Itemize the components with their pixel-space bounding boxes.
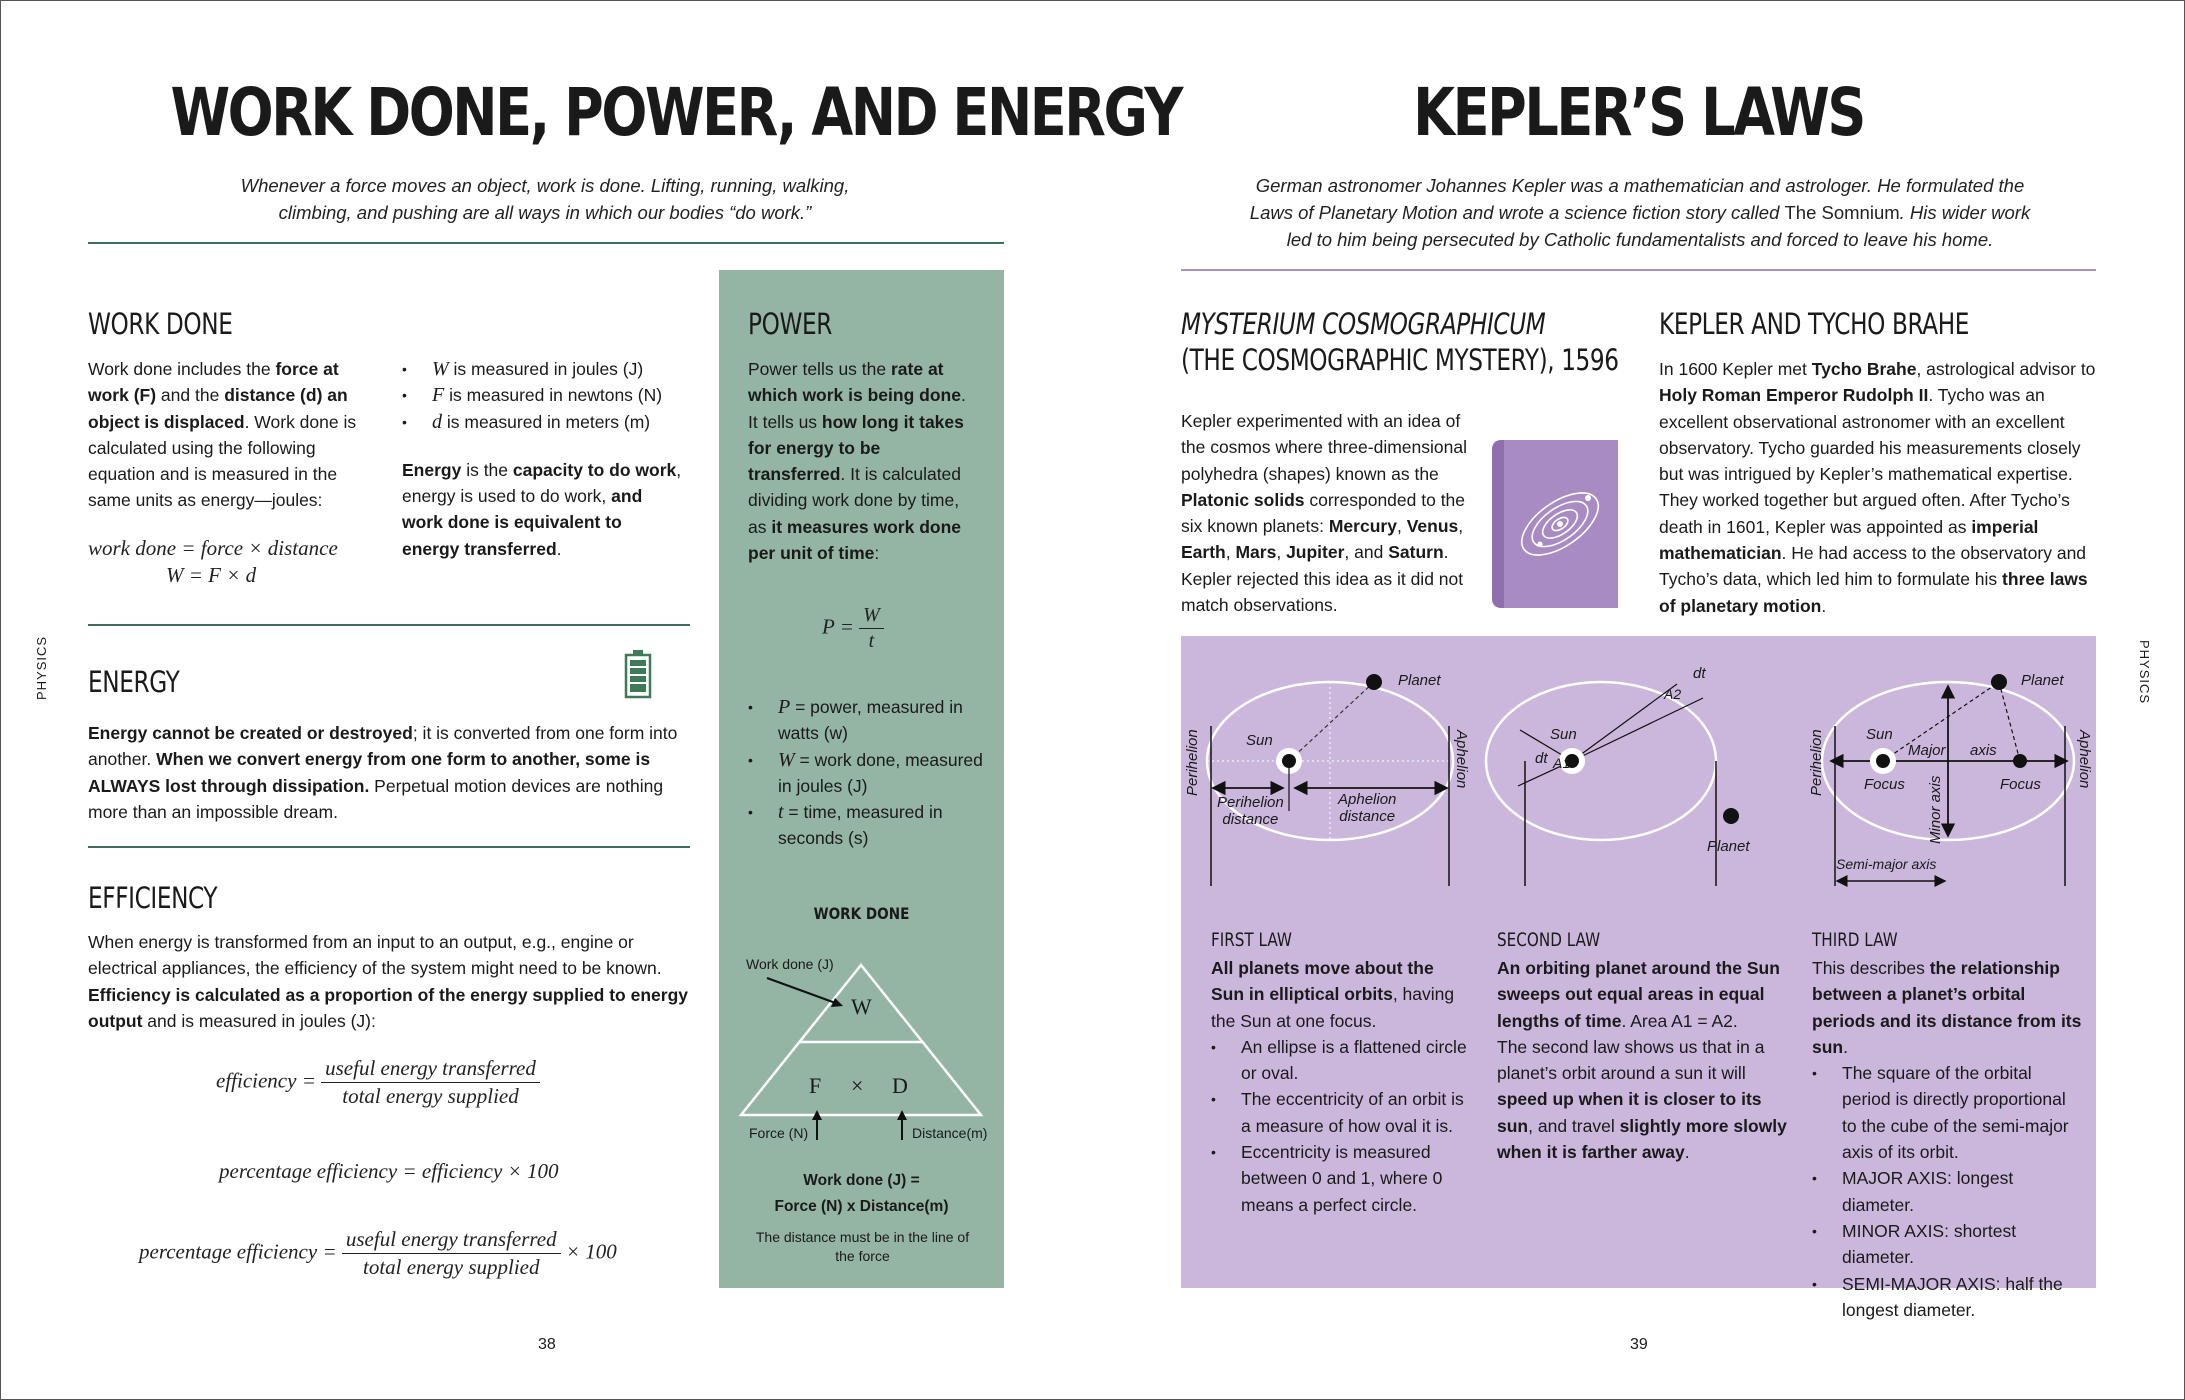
right-intro: German astronomer Johannes Kepler was a mathematician and astrologer. He formulated the Laws of Planetary Motion and wrote a science fiction story called The Somnium. His wider work led to him being persecuted by Catholic fundamentalists and forced to leave his home. xyxy=(1249,175,2031,250)
work-done-triangle-title: WORK DONE xyxy=(813,904,910,923)
power-text: Power tells us the rate at which work is being done. It tells us how long it takes for energy to be transferred. It is calculated dividing work done by time, as it measures work done per unit of time: xyxy=(748,359,966,564)
d3-perihelion-label: Perihelion xyxy=(1808,729,1825,796)
mysterium-heading: MYSTERIUM COSMOGRAPHICUM xyxy=(1181,307,1546,341)
energy-text: Energy cannot be created or destroyed; it is converted from one form into another. When we convert energy from one form to another, some is ALWAYS lost through dissipation. Perpetual motion devices are nothing more than an impossible dream. xyxy=(88,723,678,822)
triangle-f: F xyxy=(809,1073,822,1098)
book-icon xyxy=(1490,436,1625,611)
d2-a2-label: A2 xyxy=(1664,686,1682,702)
left-intro-line-1: Whenever a force moves an object, work is done. Lifting, running, walking, xyxy=(240,175,850,196)
d2-dt-left-label: dt xyxy=(1535,750,1548,767)
third-law-item: • SEMI-MAJOR AXIS: half the longest diameter. xyxy=(1812,1271,2082,1324)
unit-item: • d is measured in meters (m) xyxy=(402,409,682,435)
tycho-text: In 1600 Kepler met Tycho Brahe, astrological advisor to Holy Roman Emperor Rudolph II. Tycho was an excellent observational astronomer with an excellent observatory. Tycho guarded his measurements closely but was intrigued by Kepler’s mathematical expertise. They worked together but argued often. After Tycho’s death in 1601, Kepler was appointed as imperial mathematician. He had access to the observatory and Tycho’s data, which led him to formulate his three laws of planetary motion. xyxy=(1659,359,2096,616)
work-done-triangle-diagram xyxy=(719,945,1004,1145)
work-done-rule xyxy=(88,624,690,626)
triangle-distance-label: Distance(m) xyxy=(912,1125,988,1141)
mysterium-subheading: (THE COSMOGRAPHIC MYSTERY), 1596 xyxy=(1181,343,1619,377)
d1-aphelion-distance: Aphelion distance xyxy=(1338,791,1397,825)
work-done-units xyxy=(402,356,682,562)
d3-aphelion-label: Aphelion xyxy=(2076,730,2093,789)
battery-icon xyxy=(624,649,652,699)
d1-perihelion-distance: Perihelion distance xyxy=(1217,794,1284,828)
third-law-item: • MINOR AXIS: shortest diameter. xyxy=(1812,1218,2082,1271)
right-intro-rule xyxy=(1181,269,2096,271)
triangle-times: × xyxy=(851,1073,864,1098)
efficiency-equation: efficiency = $\frac{\text{useful energy transferred}}{\text{total energy supplied}}$ xyxy=(216,1056,540,1109)
percentage-efficiency-equation: percentage efficiency = efficiency × 100 xyxy=(219,1159,559,1183)
work-done-heading: WORK DONE xyxy=(88,307,233,341)
d2-sun-label: Sun xyxy=(1550,726,1577,743)
energy-rule xyxy=(88,846,690,848)
right-page-title: KEPLER’S LAWS xyxy=(1413,74,1864,151)
second-law-diagram xyxy=(1486,682,1739,886)
third-law-item: • The square of the orbital period is directly proportional to the cube of the semi-major axis of its orbit. xyxy=(1812,1060,2082,1165)
d3-minor-axis-label: Minor axis xyxy=(1927,775,1944,844)
d1-sun-label: Sun xyxy=(1246,732,1273,749)
d3-axis-label: axis xyxy=(1970,742,1997,759)
percentage-efficiency-full-equation: percentage efficiency = $\frac{\text{useful energy transferred}}{\text{total energy supplied}}$ × 100 xyxy=(139,1227,617,1279)
kepler-diagrams xyxy=(1181,636,2096,896)
second-law-text: An orbiting planet around the Sun sweeps out equal areas in equal lengths of time. Area A1 = A2. The second law shows us that in a planet’s orbit around a sun it will speed up when it is closer to its sun, and travel slightly more slowly when it is farther away. xyxy=(1497,958,1787,1163)
third-law-item: • MAJOR AXIS: longest diameter. xyxy=(1812,1165,2082,1218)
first-law-heading: FIRST LAW xyxy=(1211,929,1292,951)
triangle-w: W xyxy=(851,994,872,1019)
efficiency-text: When energy is transformed from an input to an output, e.g., engine or electrical appliances, the efficiency of the system might need to be known. Efficiency is calculated as a proportion of the energy supplied to energy output and is measured in joules (J): xyxy=(88,932,688,1031)
work-done-equation-symbols: W = F × d xyxy=(166,563,257,587)
mysterium-text: Kepler experimented with an idea of the cosmos where three-dimensional polyhedra (shapes) known as the Platonic solids corresponded to the six known planets: Mercury, Venus, Earth, Mars, Jupiter, and Saturn. Kepler rejected this idea as it did not match observations. xyxy=(1181,411,1467,616)
work-done-note: The distance must be in the line of the force xyxy=(755,1229,970,1264)
d3-focus-right-label: Focus xyxy=(2000,776,2041,793)
power-variables xyxy=(748,694,984,852)
d2-dt-top-label: dt xyxy=(1693,665,1706,682)
work-done-formula: Work done (J) = Force (N) x Distance(m) xyxy=(774,1172,949,1215)
work-done-equation-words: work done = force × distance xyxy=(88,536,338,560)
efficiency-heading: EFFICIENCY xyxy=(88,881,218,915)
d2-a1-label: A1 xyxy=(1553,755,1571,771)
triangle-d: D xyxy=(892,1073,908,1098)
unit-item: • F is measured in newtons (N) xyxy=(402,382,682,408)
energy-heading: ENERGY xyxy=(88,665,180,699)
left-intro-rule xyxy=(88,242,1004,244)
d2-planet-label: Planet xyxy=(1707,838,1750,855)
d1-planet-label: Planet xyxy=(1398,672,1441,689)
power-variable-item: • W = work done, measured in joules (J) xyxy=(748,747,984,800)
d1-aphelion-label: Aphelion xyxy=(1453,730,1470,789)
power-variable-item: • t = time, measured in seconds (s) xyxy=(748,799,984,852)
tycho-heading: KEPLER AND TYCHO BRAHE xyxy=(1659,307,1970,341)
d3-focus-left-label: Focus xyxy=(1864,776,1905,793)
d3-semi-major-label: Semi-major axis xyxy=(1836,856,1937,872)
left-page-number: 38 xyxy=(538,1336,556,1353)
triangle-force-label: Force (N) xyxy=(749,1125,809,1141)
work-done-text: Work done includes the force at work (F) and the distance (d) an object is displaced. Work done is calculated using the following equation and is measured in the same units as energy—joules: xyxy=(88,359,357,511)
left-side-label: PHYSICS xyxy=(34,635,49,700)
triangle-work-label: Work done (J) xyxy=(746,956,834,972)
left-intro xyxy=(160,172,930,226)
d3-major-label: Major xyxy=(1908,742,1946,759)
first-law-item: • The eccentricity of an orbit is a measure of how oval it is. xyxy=(1211,1086,1471,1139)
right-side-label: PHYSICS xyxy=(2137,640,2152,705)
left-page-title: WORK DONE, POWER, AND ENERGY xyxy=(170,74,1182,151)
d3-planet-label: Planet xyxy=(2021,672,2064,689)
first-law-item: • Eccentricity is measured between 0 and 1, where 0 means a perfect circle. xyxy=(1211,1139,1471,1218)
first-law-item: • An ellipse is a flattened circle or oval. xyxy=(1211,1034,1471,1087)
third-law-heading: THIRD LAW xyxy=(1812,929,1898,951)
third-law-text: This describes the relationship between a planet’s orbital periods and its distance from its sun. • The square of the orbital period is directly proportional to the cube of the semi-major axis of its orbit. • MAJOR AXIS: longest diameter. • MINOR AXIS: shortest diameter. • SEMI-MAJOR AXIS: half the longest diameter. xyxy=(1812,955,2082,1323)
power-variable-item: • P = power, measured in watts (w) xyxy=(748,694,984,747)
d3-sun-label: Sun xyxy=(1866,726,1893,743)
power-heading: POWER xyxy=(748,307,832,341)
second-law-heading: SECOND LAW xyxy=(1497,929,1601,951)
d1-perihelion-label: Perihelion xyxy=(1184,729,1201,796)
energy-definition: Energy is the capacity to do work, energy is used to do work, and work done is equivalent to energy transferred. xyxy=(402,459,682,559)
unit-item: • W is measured in joules (J) xyxy=(402,356,682,382)
left-intro-line-2: climbing, and pushing are all ways in which our bodies “do work.” xyxy=(278,202,812,223)
first-law-diagram xyxy=(1207,674,1453,886)
power-equation: P = $\frac{W}{t}$ xyxy=(822,604,884,653)
first-law-text: All planets move about the Sun in elliptical orbits, having the Sun at one focus. • An ellipse is a flattened circle or oval. • The eccentricity of an orbit is a measure of how oval it is. • Eccentricity is measured between 0 and 1, where 0 means a perfect circle. xyxy=(1211,955,1471,1218)
right-page-number: 39 xyxy=(1630,1336,1648,1353)
